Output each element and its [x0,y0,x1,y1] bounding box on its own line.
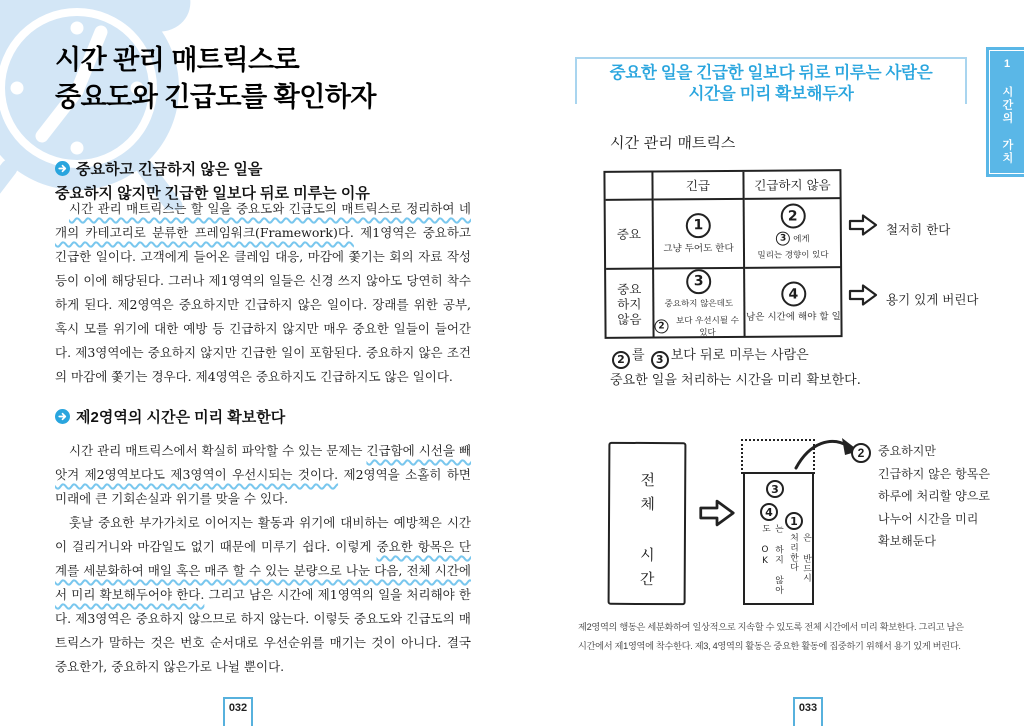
matrix-cell-2 [745,199,841,269]
matrix-note-line1 [610,344,861,369]
matrix-arrow1-label: 철저히 한다 [886,222,951,237]
block-arrow-right-icon [848,213,878,237]
matrix-cell-4-text: 남은 시간에 해야 할 일 [746,311,841,323]
chapter-side-tab-label: 1 시간의 가치 [1001,58,1013,165]
callout-line1: 중요하지만 [878,444,936,458]
circled-number-3: 3 [651,351,669,369]
remaining-time-box [743,472,814,605]
matrix-cell-1-text: 그냥 두어도 한다 [663,242,734,254]
callout-line2: 긴급하지 않은 항목은 [878,466,990,481]
must-do-label: 은 반드시 처리한다 [788,533,811,584]
matrix-arrow2-label: 용기 있게 버린다 [886,292,979,307]
headline-line2: 시간을 미리 확보해두자 [688,85,854,103]
circled-number-3: 3 [686,269,711,294]
time-management-matrix [603,169,842,339]
chapter-side-tab-inner [989,50,1024,174]
page-number-left: 032 [223,697,253,726]
circled-number-1: 1 [785,512,803,530]
circled-number-1: 1 [686,213,711,238]
matrix-cell-3-text-b: 보다 우선시될 수 있다 [675,315,739,338]
matrix-note [610,344,861,393]
matrix-cell-1 [654,200,745,270]
total-time-label: 전체 시간 [637,471,657,596]
skip-ok-label: 는 하지 않아도 OK [760,524,783,595]
section1-heading-line1: 중요하고 긴급하지 않은 일을 [76,161,263,178]
page-title-line2: 중요도와 긴급도를 확인하자 [55,82,376,112]
body-text: 제1영역은 중요하고 긴급한 일이다. 고객에게 들어온 클레임 대응, 마감에 쫓기는 회의 자료 작성 등이 이에 해당된다. 그러나 제1영역의 일들은 신경 쓰지 않아도 당연히 착수하게 된다. 제2영역은 중요하지만 긴급하지 않은 일이다. 장래를 위한 공부, 혹시 모를 위기에 대한 예방 등 긴급하지 않지만 매우 중요한 일들이 들어간다. 제3영역에는 중요하지 않지만 긴급한 일이 포함된다. 중요하지 않은 조건의 마감에 쫓기는 경우다. 제4영역은 중요하지도 긴급하지도 않은 일이다. [55,225,471,384]
page-number-right: 033 [793,697,823,726]
paragraph [55,197,471,389]
headline-line1: 중요한 일을 긴급한 일보다 뒤로 미루는 사람은 [609,64,933,82]
matrix-cell-3-text-a: 중요하지 않은데도 [664,298,734,309]
circled-number-2-small: 2 [654,319,668,333]
paragraph [55,439,471,511]
circled-number-4: 4 [760,503,778,521]
page-title [55,42,376,116]
callout-line4: 나누어 시간을 미리 [878,511,979,526]
body-text: 제2영역을 소홀히 하면 미래에 큰 기회손실과 위기를 맞을 수 있다. [55,467,471,506]
callout-line3: 하루에 처리할 양으로 [878,489,990,503]
wavy-underlined-text: 시간 관리 매트릭스는 할 일을 중요도와 긴급도의 매트릭스로 정리하여 네 개의 카테고리로 분류한 프레임워크(Framework)다. [55,201,471,240]
callout-text [878,440,990,553]
wavy-underlined-text: 중요한 항목은 단계를 세분화하여 매일 혹은 매주 할 수 있는 분량으로 나눈 다음, 전체 시간에서 미리 확보해두어야 한다. [55,539,471,602]
page-title-line1: 시간 관리 매트릭스로 [55,45,300,75]
matrix-row-label-important: 중요 [606,200,654,269]
figure-caption-line2: 시간에서 제1영역에 착수한다. 제3, 4영역의 활동은 중요한 활동에 집중하기 위해서 용기 있게 버린다. [578,641,961,651]
matrix-corner-cell [605,172,653,200]
section2-heading [55,406,471,430]
body-text: 그리고 남은 시간에 제1영역의 일을 처리해야 한다. 제3영역은 중요하지 않으므로 하지 않는다. 이렇듯 중요도와 긴급도의 매트릭스가 말하는 것은 번호 순서대로 우선순위를 매기는 것이 아니다. 결국 중요한가, 중요하지 않은가로 나뉠 뿐이다. [55,587,471,674]
chapter-side-tab [986,47,1024,177]
circled-number-2: 2 [612,351,630,369]
circled-number-2: 2 [780,203,805,228]
block-arrow-right-icon [848,283,878,307]
matrix-note-line2: 중요한 일을 처리하는 시간을 미리 확보한다. [610,373,861,388]
figure-caption [578,618,1018,656]
matrix-note-text-b: 보다 뒤로 미루는 사람은 [670,348,809,363]
diagram-title: 시간 관리 매트릭스 [609,134,736,152]
section2-heading-text: 제2영역의 시간은 미리 확보한다 [76,409,286,426]
circled-number-3-small: 3 [776,232,790,246]
matrix-cell-3 [654,269,745,338]
body-text-column [55,197,471,679]
matrix-cell-2-line1 [776,231,810,245]
paragraph [55,511,471,679]
headline [575,63,967,105]
block-arrow-right-icon [698,498,736,528]
matrix-col-header-urgent: 긴급 [653,172,744,201]
body-text: 훗날 중요한 부가가치로 이어지는 활동과 위기에 대비하는 예방책은 시간이 걸리거니와 마감일도 없기 때문에 미루기 쉽다. 이렇게 [55,515,471,554]
callout-number [851,443,871,463]
arrow-circle-icon [55,161,70,176]
body-text: 시간 관리 매트릭스에서 확실히 파악할 수 있는 문제는 [69,443,367,458]
circled-number-3: 3 [766,480,784,498]
figure-caption-line1: 제2영역의 행동은 세분화하여 일상적으로 지속할 수 있도록 전체 시간에서 미리 확보한다. 그리고 남은 [578,622,964,632]
matrix-row-label-not-important: 중요 하지 않음 [606,269,654,337]
matrix-note-text-a: 를 [632,348,645,363]
wavy-underlined-text: 긴급함에 시선을 빼앗겨 제2영역보다도 제3영역이 우선시되는 것이다. [55,443,472,482]
circled-number-2: 2 [851,443,871,463]
matrix-cell-3-line2 [654,313,743,337]
total-time-box [608,442,687,605]
section1-heading-line2: 중요하지 않지만 긴급한 일보다 뒤로 미루는 이유 [55,185,370,202]
matrix-cell-2-text-a: 에게 [793,234,810,245]
callout-line5: 확보해둔다 [878,534,936,548]
circled-number-4: 4 [781,281,806,306]
matrix-cell-2-text-b: 밀리는 경향이 있다 [757,250,829,261]
matrix-col-header-not-urgent: 긴급하지 않음 [744,171,840,200]
matrix-cell-4 [745,268,841,337]
arrow-circle-icon [55,409,70,424]
